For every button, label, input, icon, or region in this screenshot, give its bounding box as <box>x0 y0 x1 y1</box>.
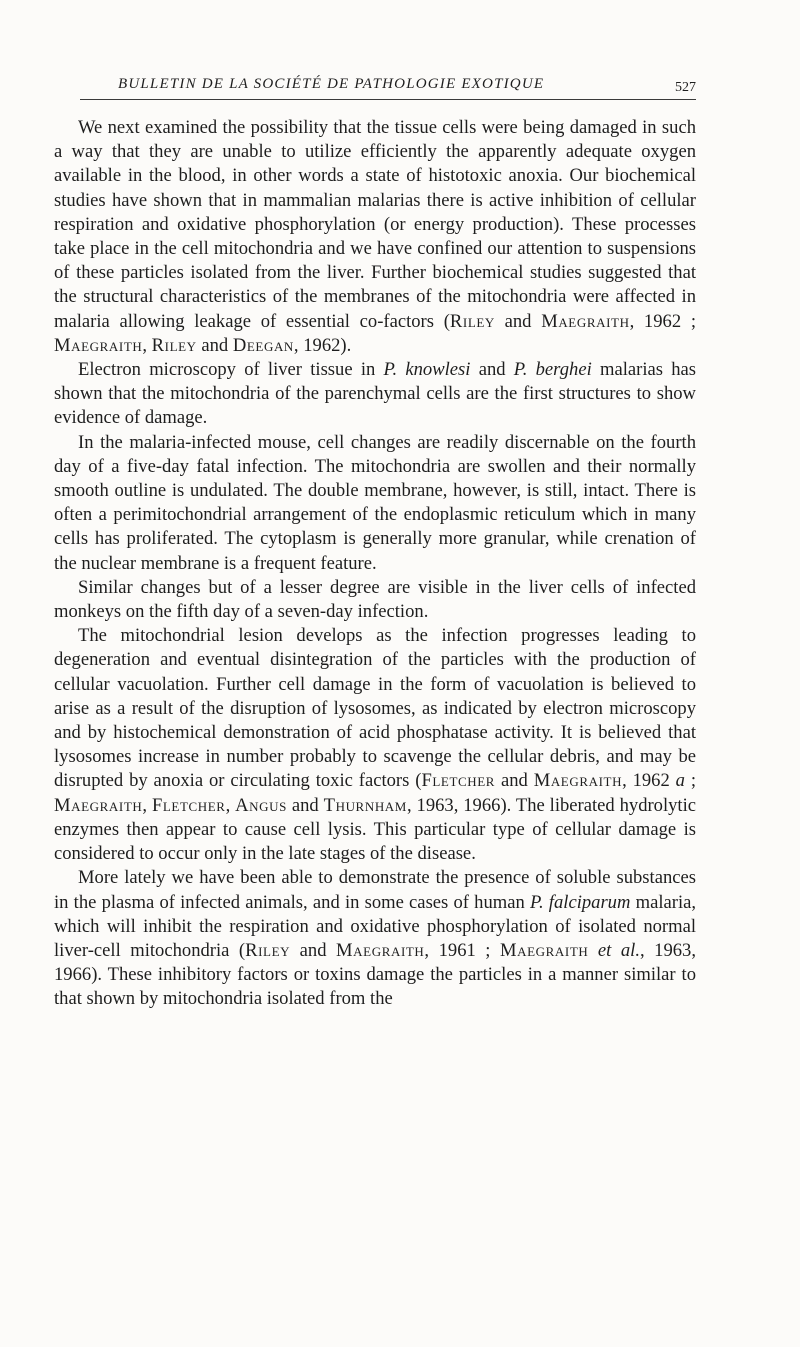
text-run: , 1962 <box>622 770 676 792</box>
author-name: Maegraith <box>54 794 143 816</box>
text-run: and <box>495 770 534 792</box>
text-run: and <box>290 939 337 961</box>
italic-text: P. knowlesi <box>383 359 471 381</box>
author-name: Maegraith <box>336 939 425 961</box>
author-name: Angus <box>235 794 287 816</box>
author-name: Maegraith <box>533 770 623 792</box>
text-run <box>588 940 598 961</box>
author-name: Thurnham <box>323 794 407 816</box>
author-name: Maegraith <box>541 310 630 332</box>
text-run: , 1963, 1966). These inhibitory factors or toxins damage the particles in a manner similar to that shown by mitochondria isolated from the <box>54 939 696 1010</box>
text-run: Similar changes but of a lesser degree are visible in the liver cells of infected monkeys on the fifth day of a seven-day infection. <box>54 576 696 623</box>
text-run: and <box>196 334 233 356</box>
text-run: and <box>470 359 514 381</box>
paragraph-mitochondrial-lesion <box>54 624 696 866</box>
page-number: 527 <box>675 80 696 95</box>
text-run: ; <box>684 770 696 792</box>
text-run: , <box>142 334 152 356</box>
author-name: Maegraith <box>500 939 589 961</box>
paragraph-histotoxic-anoxia <box>54 116 696 358</box>
italic-text: P. berghei <box>513 359 592 381</box>
paragraph-soluble-substances <box>54 866 696 1011</box>
text-run: , 1962). <box>293 334 352 356</box>
author-name: Maegraith <box>54 334 143 356</box>
text-run: , <box>225 794 236 816</box>
paragraph-electron-microscopy <box>54 358 696 431</box>
text-run: , 1962 ; <box>629 310 696 332</box>
text-run: , 1961 ; <box>424 939 500 961</box>
text-run: and <box>494 310 542 332</box>
author-name: Riley <box>151 334 197 356</box>
author-name: Fletcher <box>151 794 226 816</box>
text-run: The mitochondrial lesion develops as the infection progresses leading to degeneration and eventual disintegration of the particles with the production of cellular vacuolation. Further cell damage in the form of vacuolation is believed to arise as a result of the disruption of lysosomes, as indicated by electron microscopy and by histochemical demonstration of acid phosphatase activity. It is believed that lysosomes increase in number probably to scavenge the cellular debris, and may be disrupted by anoxia or circulating toxic factors ( <box>54 625 696 792</box>
author-name: Deegan <box>232 334 294 356</box>
running-header <box>80 72 696 102</box>
body-text <box>54 116 696 1012</box>
paragraph-monkey-changes <box>54 576 696 624</box>
journal-title: BULLETIN DE LA SOCIÉTÉ DE PATHOLOGIE EXOTIQUE <box>118 76 545 92</box>
text-run: More lately we have been able to demonstrate the presence of soluble substances in the plasma of infected animals, and in some cases of human <box>54 867 696 913</box>
author-name: Fletcher <box>421 770 496 792</box>
italic-text: a <box>675 770 685 792</box>
text-run: , 1963, 1966). The liberated hydrolytic enzymes then appear to cause cell lysis. This particular type of cellular damage is considered to occur only in the late stages of the disease. <box>54 794 697 865</box>
text-run: malaria, which will inhibit the respiration and oxidative phosphorylation of isolated normal liver-cell mitochondria ( <box>54 891 697 961</box>
text-run: In the malaria-infected mouse, cell changes are readily discernable on the fourth day of a five-day fatal infection. The mitochondria are swollen and their normally smooth outline is undulated. The double membrane, however, is still, intact. There is often a perimitochondrial arrangement of the endoplasmic reticulum which in many cells has proliferated. The cytoplasm is generally more granular, while crenation of the nuclear membrane is a frequent feature. <box>54 431 696 574</box>
text-run: , <box>142 794 152 816</box>
text-run: We next examined the possibility that the tissue cells were being damaged in such a way that they are unable to utilize efficiently the apparently adequate oxygen available in the blood, in other words a state of histotoxic anoxia. Our biochemical studies have shown that in mammalian malarias there is active inhibition of cellular respiration and oxidative phosphorylation (or energy production). These processes take place in the cell mitochondria and we have confined our attention to suspensions of these particles isolated from the liver. Further biochemical studies suggested that the structural characteristics of the membranes of the mitochondria were affected in malaria allowing leakage of essential co-factors ( <box>54 117 696 332</box>
italic-text: et al. <box>597 939 640 961</box>
author-name: Riley <box>245 939 291 961</box>
author-name: Riley <box>449 310 495 332</box>
paragraph-mouse-cell-changes <box>54 431 696 576</box>
text-run: malarias has shown that the mitochondria of the parenchymal cells are the first structures to show evidence of damage. <box>54 359 696 429</box>
text-run: and <box>286 794 324 816</box>
header-rule <box>80 99 696 100</box>
text-run: Electron microscopy of liver tissue in <box>78 359 384 381</box>
italic-text: P. falciparum <box>530 891 631 913</box>
